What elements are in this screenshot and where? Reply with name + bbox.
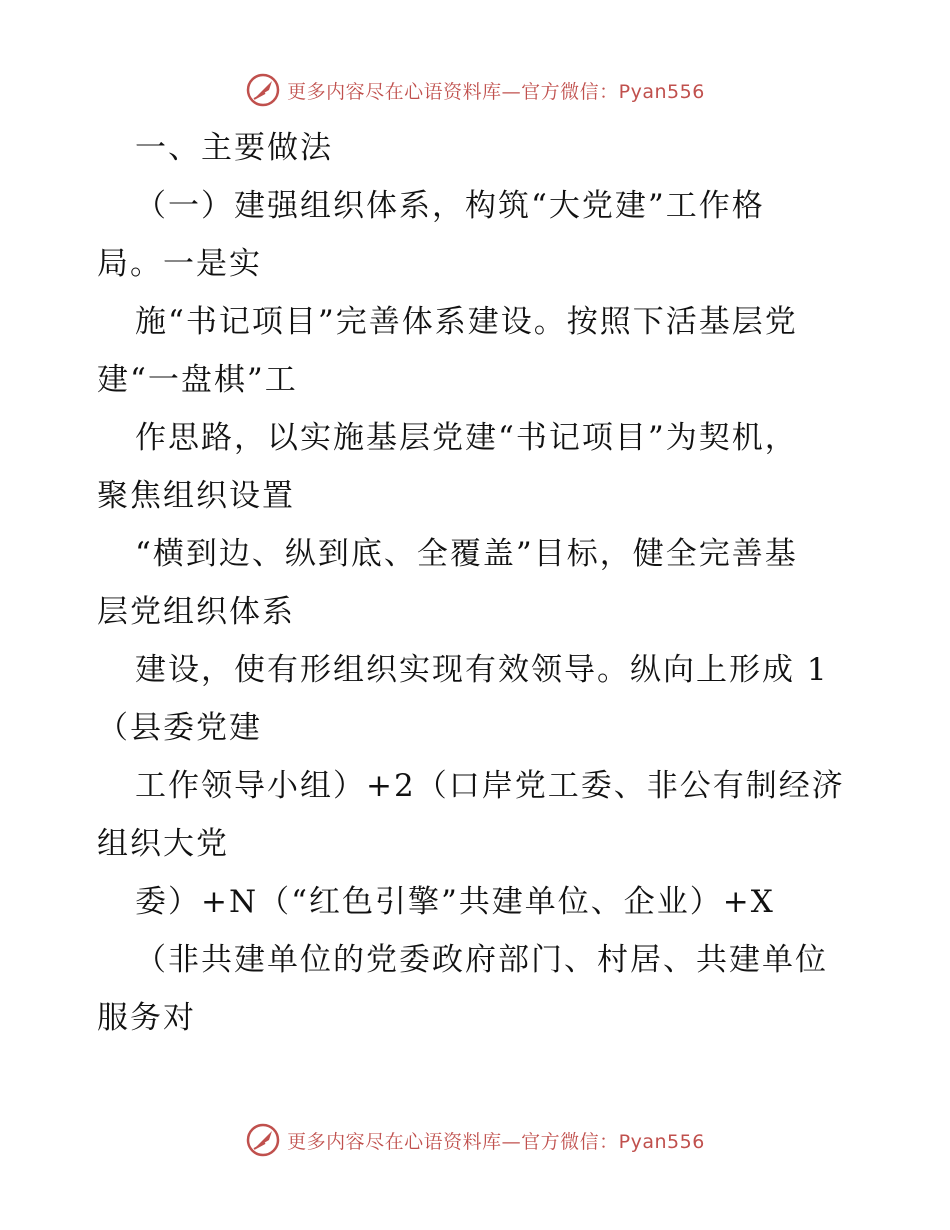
body-line: 局。一是实 bbox=[97, 246, 262, 282]
quill-logo-icon bbox=[245, 72, 281, 108]
body-line: 层党组织体系 bbox=[97, 594, 295, 630]
body-line: 工作领导小组）+2（口岸党工委、非公有制经济 bbox=[135, 768, 845, 804]
header-banner bbox=[0, 70, 950, 110]
section-heading: 一、主要做法 bbox=[135, 130, 333, 166]
body-line: 服务对 bbox=[97, 1000, 196, 1036]
body-line: 组织大党 bbox=[97, 826, 229, 862]
header-banner-wechat-id: Pyan556 bbox=[618, 80, 705, 103]
body-line: “横到边、纵到底、全覆盖”目标，健全完善基 bbox=[135, 536, 798, 572]
header-banner-text bbox=[287, 77, 705, 104]
quill-logo-icon bbox=[245, 1122, 281, 1158]
body-line: 委）+N（“红色引擎”共建单位、企业）+X bbox=[135, 884, 775, 920]
body-line: 施“书记项目”完善体系建设。按照下活基层党 bbox=[135, 304, 798, 340]
footer-banner bbox=[0, 1120, 950, 1160]
subsection-heading: （一）建强组织体系，构筑“大党建”工作格 bbox=[135, 188, 765, 224]
body-line: 作思路，以实施基层党建“书记项目”为契机， bbox=[135, 420, 798, 456]
body-line: 建“一盘棋”工 bbox=[97, 362, 298, 398]
body-line: （县委党建 bbox=[97, 710, 262, 746]
footer-banner-wechat-id: Pyan556 bbox=[618, 1130, 705, 1153]
body-line: 建设，使有形组织实现有效领导。纵向上形成 1 bbox=[135, 652, 829, 688]
footer-banner-text-cn: 更多内容尽在心语资料库—官方微信： bbox=[287, 1130, 619, 1153]
header-banner-text-cn: 更多内容尽在心语资料库—官方微信： bbox=[287, 80, 619, 103]
body-line: （非共建单位的党委政府部门、村居、共建单位 bbox=[135, 942, 828, 978]
footer-banner-text bbox=[287, 1127, 705, 1154]
body-line: 聚焦组织设置 bbox=[97, 478, 295, 514]
